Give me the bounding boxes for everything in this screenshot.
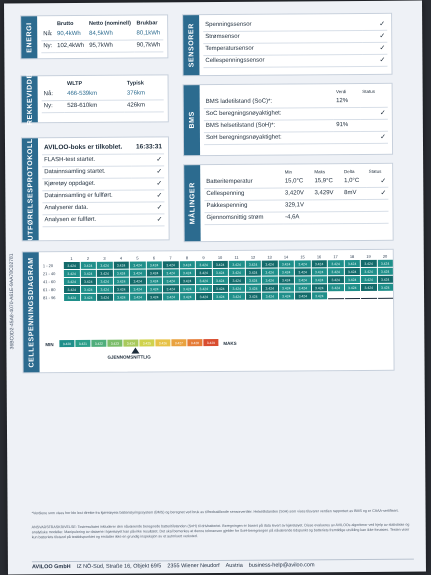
cell-voltage: 3.424 bbox=[213, 293, 229, 300]
column-header: 1 bbox=[70, 255, 73, 262]
cell-voltage: 3.424 bbox=[361, 284, 377, 291]
sensors-label: SENSORER bbox=[183, 15, 199, 75]
cell-voltage: 3.424 bbox=[80, 286, 96, 293]
energy-header-brutto: Brutto bbox=[56, 20, 74, 28]
measurements-label: MÅLINGER bbox=[184, 165, 201, 241]
cell-voltage: 3.424 bbox=[245, 285, 261, 292]
cell-voltage: 3.424 bbox=[196, 261, 212, 268]
cell-voltage: 3.424 bbox=[262, 269, 278, 276]
cell-voltage: 3.424 bbox=[344, 268, 360, 275]
cell-voltage: 3.424 bbox=[229, 277, 245, 284]
company-email: business-help@aviloo.com bbox=[248, 561, 315, 569]
column-header: 7 bbox=[169, 255, 172, 261]
check-icon: ✓ bbox=[367, 187, 389, 199]
cell-voltage: 3.424 bbox=[311, 268, 327, 275]
column-header: 18 bbox=[349, 254, 355, 260]
sensor-row: Cellespenningssensor ✓ bbox=[203, 54, 387, 67]
column-header: 9 bbox=[202, 255, 205, 261]
bms-row: BMS ladetilstand (SoC)*: 12% bbox=[204, 95, 388, 108]
check-icon: ✓ bbox=[132, 165, 165, 177]
protocol-step: Analyserer data. ✓ bbox=[42, 201, 164, 214]
cell-voltage-section bbox=[22, 249, 395, 374]
cell-voltage: 3.424 bbox=[80, 270, 96, 277]
company-city: 2355 Wiener Neudorf bbox=[167, 562, 220, 569]
energy-row-now: Nå: 90,4kWh 84,5kWh 80,1kWh bbox=[41, 27, 163, 40]
sensors-section bbox=[182, 13, 392, 76]
range-section bbox=[21, 73, 169, 126]
cell-voltage: 3.424 bbox=[278, 268, 294, 275]
column-header: 6 bbox=[152, 255, 156, 261]
cell-voltage: 3.424 bbox=[146, 261, 162, 268]
energy-row-new: Ny: 102,4kWh 95,7kWh 90,7kWh bbox=[41, 39, 163, 52]
bms-header-verdi: Verdi bbox=[335, 89, 347, 95]
range-row-now: Nå: 466-539km 376km bbox=[42, 87, 164, 100]
empty-cell bbox=[378, 292, 394, 299]
protocol-label: UTFØRELSESPROTOKOLL bbox=[22, 138, 39, 240]
cell-voltage: 3.424 bbox=[344, 276, 360, 283]
scale-step: 3.426 bbox=[155, 339, 170, 346]
cell-voltage-label: CELLESPENNINGSDIAGRAM bbox=[23, 252, 40, 372]
protocol-step: FLASH-test startet. ✓ bbox=[42, 153, 164, 166]
column-header: 13 bbox=[267, 254, 272, 260]
cell-voltage: 3.424 bbox=[311, 284, 327, 291]
column-header: 17 bbox=[333, 254, 338, 260]
cell-voltage: 3.424 bbox=[80, 278, 96, 285]
energy-header-netto: Netto (nominell) bbox=[89, 20, 131, 27]
column-header: 2 bbox=[86, 255, 90, 261]
cell-voltage: 3.424 bbox=[97, 262, 113, 269]
scale-step: 3.425 bbox=[139, 339, 154, 346]
column-header: 19 bbox=[366, 253, 371, 259]
column-header: 14 bbox=[283, 254, 289, 260]
cell-voltage: 3.424 bbox=[262, 261, 278, 268]
cell-voltage: 3.424 bbox=[279, 292, 295, 299]
column-header: 3 bbox=[103, 255, 106, 261]
cell-voltage: 3.424 bbox=[245, 277, 261, 284]
check-icon: ✓ bbox=[362, 18, 387, 30]
bms-row: BMS helsetilstand (SoH)*: 91% bbox=[204, 119, 388, 132]
empty-cell bbox=[361, 292, 377, 299]
cell-voltage: 3.424 bbox=[163, 269, 179, 276]
sensor-row: Spenningssensor ✓ bbox=[203, 18, 387, 31]
scale-step: 3.428 bbox=[187, 339, 202, 346]
column-header: 11 bbox=[234, 254, 239, 260]
cell-voltage: 3.424 bbox=[212, 277, 228, 284]
company-name: AVILOO GmbH bbox=[31, 563, 71, 570]
cell-voltage: 3.424 bbox=[81, 294, 97, 301]
energy-section bbox=[20, 14, 168, 59]
column-header: 20 bbox=[382, 253, 388, 259]
bms-table bbox=[204, 88, 388, 145]
cell-voltage: 3.424 bbox=[344, 284, 360, 291]
cell-voltage: 3.424 bbox=[196, 269, 212, 276]
cell-voltage: 3.424 bbox=[97, 278, 113, 285]
cell-voltage: 3.424 bbox=[377, 260, 393, 267]
cell-voltage: 3.424 bbox=[97, 270, 113, 277]
column-header: 8 bbox=[185, 255, 189, 261]
scale-max-label: MAKS bbox=[223, 340, 237, 346]
footnote: *Verdiene som vises her ble lest direkte fra kjøretøyets batteristyringssystem (BMS) og beregnet ved bruk av tilfredsstillende sensorverdier. Helsetilstanden (SoH) som vises tilsvarer verdien rapportert av BMS og er CAAA-sertifisert. bbox=[31, 508, 399, 516]
cell-voltage: 3.424 bbox=[377, 268, 393, 275]
scale-step: 3.424 bbox=[123, 340, 138, 347]
range-header-typisk: Typisk bbox=[126, 80, 144, 87]
cell-voltage: 3.424 bbox=[278, 284, 294, 291]
cell-voltage: 3.424 bbox=[196, 277, 212, 284]
column-header: 5 bbox=[136, 255, 139, 261]
measurement-row: Cellespenning 3,420V 3,429V 8mV ✓ bbox=[204, 187, 388, 200]
scale-step: 3.429 bbox=[203, 339, 218, 346]
cell-voltage: 3.424 bbox=[361, 276, 377, 283]
cell-voltage: 3.424 bbox=[179, 261, 195, 268]
cell-voltage: 3.424 bbox=[64, 262, 80, 269]
cell-voltage: 3.424 bbox=[311, 260, 327, 267]
cell-voltage: 3.424 bbox=[377, 284, 393, 291]
cell-voltage: 3.424 bbox=[229, 285, 245, 292]
check-icon: ✓ bbox=[360, 131, 388, 143]
sensor-row: Temperatursensor ✓ bbox=[203, 42, 387, 55]
cell-voltage: 3.424 bbox=[80, 262, 96, 269]
measurements-section bbox=[183, 163, 394, 242]
cell-voltage: 3.424 bbox=[163, 261, 179, 268]
voltage-scale bbox=[45, 333, 245, 364]
cell-voltage: 3.424 bbox=[179, 277, 195, 284]
cell-voltage: 3.424 bbox=[311, 276, 327, 283]
grid-corner bbox=[43, 256, 63, 261]
cell-voltage: 3.424 bbox=[130, 285, 146, 292]
cell-voltage: 3.424 bbox=[130, 293, 146, 300]
column-header: 16 bbox=[316, 254, 322, 260]
cell-voltage: 3.424 bbox=[130, 269, 146, 276]
scale-bar bbox=[59, 339, 218, 347]
cell-voltage: 3.424 bbox=[146, 269, 162, 276]
scale-average-label: GJENNOMSNITTLIG bbox=[107, 354, 151, 360]
protocol-header-row bbox=[42, 141, 164, 154]
check-icon: ✓ bbox=[362, 54, 387, 66]
scale-min-label: MIN bbox=[45, 342, 54, 348]
protocol-step: Analysen er fullført. ✓ bbox=[42, 213, 164, 226]
cell-voltage: 3.424 bbox=[262, 285, 278, 292]
cell-voltage: 3.424 bbox=[377, 276, 393, 283]
row-header: 21 - 40 bbox=[42, 271, 56, 277]
bms-section bbox=[183, 83, 393, 156]
cell-voltage: 3.424 bbox=[113, 262, 129, 269]
cell-voltage: 3.424 bbox=[146, 285, 162, 292]
protocol-step: Kjøretøy oppdaget. ✓ bbox=[42, 177, 164, 190]
cell-voltage: 3.424 bbox=[246, 293, 262, 300]
cell-voltage: 3.424 bbox=[344, 260, 360, 267]
cell-voltage: 3.424 bbox=[113, 286, 129, 293]
check-icon: ✓ bbox=[362, 30, 387, 42]
column-header: 12 bbox=[250, 254, 256, 260]
cell-voltage: 3.424 bbox=[295, 276, 311, 283]
energy-table bbox=[41, 19, 163, 52]
cell-voltage: 3.424 bbox=[229, 261, 245, 268]
cell-voltage: 3.424 bbox=[64, 278, 80, 285]
sensor-row: Strømsensor ✓ bbox=[203, 30, 387, 43]
row-header: 61 - 80 bbox=[42, 287, 56, 293]
scale-step: 3.420 bbox=[59, 340, 74, 347]
row-header: 1 - 20 bbox=[42, 263, 54, 269]
range-label: REKKEVIDDE bbox=[22, 76, 38, 122]
check-icon: ✓ bbox=[367, 175, 389, 187]
row-header: 81 - 96 bbox=[43, 295, 56, 301]
cell-voltage: 3.424 bbox=[295, 292, 311, 299]
cell-voltage: 3.424 bbox=[328, 268, 344, 275]
document-id: 36BC0D2-45A8-4070-A61E-9AA78C02781 bbox=[8, 253, 16, 350]
protocol-time: 16:33:31 bbox=[131, 141, 164, 153]
cell-voltage: 3.424 bbox=[328, 284, 344, 291]
cell-voltage: 3.424 bbox=[64, 294, 80, 301]
check-icon: ✓ bbox=[362, 42, 387, 54]
column-header: 10 bbox=[217, 254, 223, 260]
cell-voltage: 3.424 bbox=[361, 268, 377, 275]
measurement-row: Gjennomsnittig strøm -4,6A bbox=[204, 211, 388, 224]
cell-voltage: 3.424 bbox=[179, 269, 195, 276]
measurement-row: Batteritemperatur 15,0°C 15,9°C 1,0°C ✓ bbox=[204, 175, 388, 188]
measurements-table: Min Maks Delta Status Batteritemperatur 15,0°C 15,9°C 1,0°C ✓ Cellespenning 3,420V 3,429V 8mV ✓ Pakkespenning 329,1V Gjennomsnittig strøm -4,6A bbox=[204, 168, 388, 225]
protocol-title: AVILOO-boks er tilkoblet. bbox=[42, 142, 131, 155]
bms-header-status: Status bbox=[362, 88, 375, 94]
cell-voltage: 3.424 bbox=[229, 269, 245, 276]
disclaimer: ANSVARSFRASKRIVELSE: Testresultatet inkluderer den nåværende beregnede batteritilstanden (SoH) til drivbatteriet. Beregningen er basert på data levert av kjøretøyet. Disse evalueres av AVILOOs algoritmer ved hjelp av statistiske og analytiske modeller. Manipulering av dataene i kjøretøyet kan påvirke resultatet. Det skal bemerkes at denne toleransen gjelder for SoH-beregningen på nåværende tidspunkt og batteriets fremtidige utvikling kan ikke forutsies. Testen viser kun batteriets tilstand på testtidspunktet og erstatter ikke en grundig inspeksjon av et autorisert verksted. bbox=[31, 522, 410, 539]
check-icon: ✓ bbox=[132, 189, 165, 201]
cell-voltage: 3.424 bbox=[295, 260, 311, 267]
protocol-section bbox=[21, 136, 170, 241]
footer-bar bbox=[32, 559, 414, 572]
cell-voltage: 3.424 bbox=[64, 270, 80, 277]
average-marker-icon bbox=[131, 348, 139, 354]
cell-voltage: 3.424 bbox=[229, 293, 245, 300]
cell-voltage: 3.424 bbox=[212, 269, 228, 276]
check-icon: ✓ bbox=[360, 107, 388, 119]
cell-voltage: 3.424 bbox=[328, 260, 344, 267]
cell-voltage: 3.424 bbox=[97, 286, 113, 293]
cell-voltage: 3.424 bbox=[278, 260, 294, 267]
cell-voltage: 3.424 bbox=[262, 277, 278, 284]
scale-step: 3.422 bbox=[91, 340, 106, 347]
check-icon: ✓ bbox=[132, 201, 165, 213]
cell-voltage: 3.424 bbox=[179, 285, 195, 292]
cell-voltage: 3.424 bbox=[147, 293, 163, 300]
cell-voltage: 3.424 bbox=[97, 294, 113, 301]
cell-voltage: 3.424 bbox=[295, 268, 311, 275]
protocol-step: Datainnsamling startet. ✓ bbox=[42, 165, 164, 178]
empty-cell bbox=[345, 292, 361, 299]
cell-voltage: 3.424 bbox=[262, 293, 278, 300]
measurement-row: Pakkespenning 329,1V bbox=[204, 199, 388, 212]
protocol-step: Datainnsamling er fullført. ✓ bbox=[42, 189, 164, 202]
cell-voltage: 3.424 bbox=[328, 276, 344, 283]
empty-cell bbox=[328, 292, 344, 299]
cell-voltage: 3.424 bbox=[163, 277, 179, 284]
cell-voltage: 3.424 bbox=[312, 292, 328, 299]
report-sheet bbox=[4, 1, 426, 575]
range-row-new: Ny: 528-610km 426km bbox=[42, 99, 164, 112]
column-header: 4 bbox=[119, 255, 123, 261]
company-address: IZ NÖ-Süd, Straße 16, Objekt 69/5 bbox=[76, 562, 162, 570]
cell-voltage: 3.424 bbox=[163, 293, 179, 300]
bms-row: SoH beregningsnøyaktighet: ✓ bbox=[204, 131, 388, 144]
cell-voltage: 3.424 bbox=[114, 294, 130, 301]
bms-row: SoC beregningsnøyaktighet: ✓ bbox=[204, 107, 388, 120]
column-header: 15 bbox=[300, 254, 305, 260]
check-icon: ✓ bbox=[132, 177, 165, 189]
cell-voltage: 3.424 bbox=[146, 277, 162, 284]
sensors-table bbox=[203, 18, 387, 68]
cell-voltage: 3.424 bbox=[113, 270, 129, 277]
energy-label: ENERGI bbox=[21, 16, 37, 58]
cell-voltage: 3.424 bbox=[278, 276, 294, 283]
scale-step: 3.421 bbox=[75, 340, 90, 347]
bms-label: BMS bbox=[184, 85, 200, 155]
row-header: 41 - 60 bbox=[42, 279, 56, 285]
protocol-table bbox=[42, 141, 165, 226]
cell-voltage: 3.424 bbox=[245, 269, 261, 276]
cell-voltage: 3.424 bbox=[113, 278, 129, 285]
cell-voltage-grid bbox=[43, 254, 389, 301]
scale-step: 3.423 bbox=[107, 340, 122, 347]
company-country: Austria bbox=[225, 562, 243, 569]
cell-voltage: 3.424 bbox=[180, 293, 196, 300]
cell-voltage: 3.424 bbox=[245, 261, 261, 268]
cell-voltage: 3.424 bbox=[64, 286, 80, 293]
cell-voltage: 3.424 bbox=[212, 285, 228, 292]
cell-voltage: 3.424 bbox=[196, 293, 212, 300]
check-icon: ✓ bbox=[132, 213, 165, 225]
energy-header-brukbar: Brukbar bbox=[136, 20, 158, 27]
cell-voltage: 3.424 bbox=[212, 261, 228, 268]
scale-step: 3.427 bbox=[171, 339, 186, 346]
cell-voltage: 3.424 bbox=[196, 285, 212, 292]
cell-voltage: 3.424 bbox=[295, 284, 311, 291]
check-icon: ✓ bbox=[131, 153, 164, 165]
range-header-wltp: WLTP bbox=[67, 80, 83, 88]
cell-voltage: 3.424 bbox=[361, 260, 377, 267]
range-table bbox=[42, 79, 164, 112]
cell-voltage: 3.424 bbox=[163, 285, 179, 292]
cell-voltage: 3.424 bbox=[130, 261, 146, 268]
cell-voltage: 3.424 bbox=[130, 277, 146, 284]
